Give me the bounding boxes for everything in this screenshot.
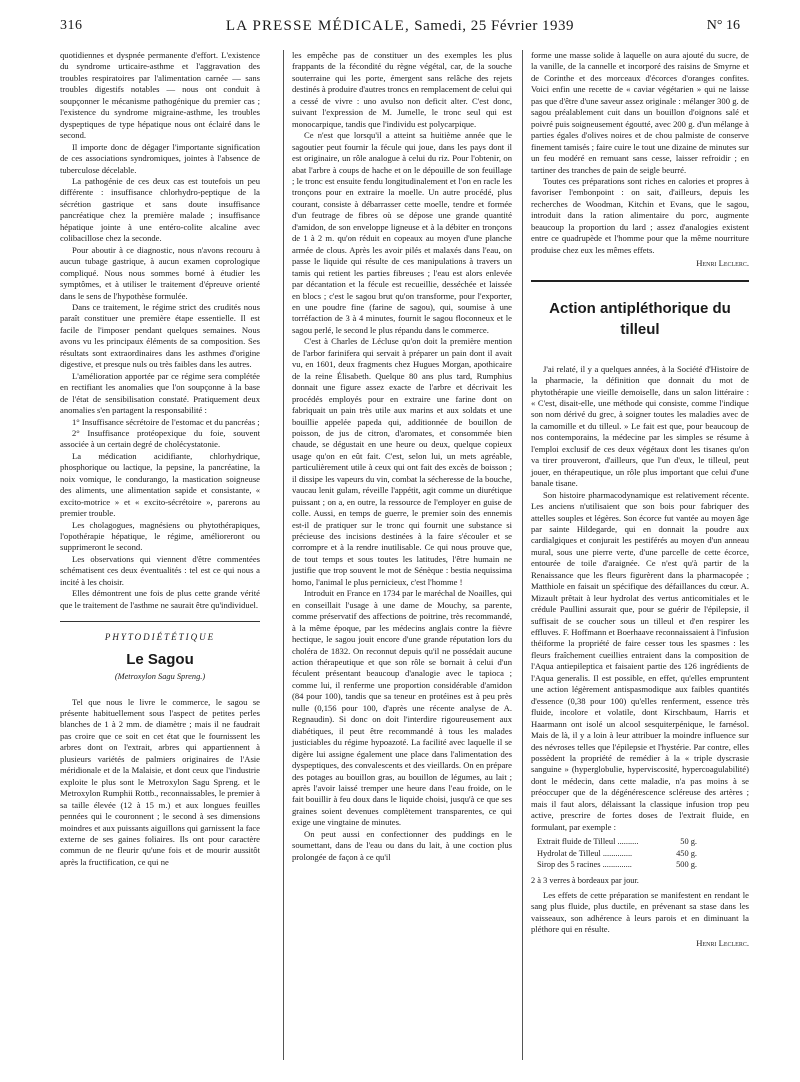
paragraph: J'ai relaté, il y a quelques années, à la Société d'Histoire de la pharmacie, la définition que donnait du mot de phytothérapie une vieille demoiselle, dans un salon littéraire : « C'est, disait-elle, une méthode qui consiste, comme l'indique son nom dérivé du grec, à soigner toutes les maladies avec de la camomille et du tilleul. » Le fait est que, pour beaucoup de nos contemporains, la médecine par les simples se résume à l'emploi exclusif de ces deux végétaux dont les tisanes qu'on va tirer prouveront, d'ailleurs, que l'un d'eux, le tilleul, peut jouer, en thérapeutique, un rôle plus important que celui d'une banale tisane. <box>531 363 749 489</box>
article-title: Le Sagou <box>126 650 194 668</box>
author-signature: Henri Leclerc. <box>696 937 749 948</box>
formula-row <box>537 859 697 870</box>
column-2 <box>283 50 512 1060</box>
paragraph: Elles démontrent une fois de plus cette grande vérité que le traitement de l'asthme ne saurait être qu'individuel. <box>60 588 260 610</box>
paragraph: les empêche pas de constituer un des exemples les plus frappants de la fécondité du règne végétal, car, de la souche souterraine qui les porte, émergent sans relâche des rejets destinés à produire d'autres troncs en remplacement de celui qui a cessé de vivre : uno avulso non deficit alter. C'est donc, suivant l'expression de M. Jumelle, le tronc seul qui est monocarpique, tandis que l'individu est polycarpique. <box>292 50 512 129</box>
paragraph: C'est à Charles de Lécluse qu'on doit la première mention de l'arbor farinifera qui servait à préparer un pain dont il avait vu, en 1601, deux fragments chez Hugues Morgan, apothicaire de la reine Élisabeth. Quelque 80 ans plus tard, Rumphius donnait une figure assez exacte de l'arbre et décrivait les procédés employés pour en extraire une farine dont on fabriquait un pain très utile aux marins et aux soldats et une bouillie appelée papeda qui, additionnée de bouillon de poisson, de jus de citron, d'aromates, et consommée bien chaude, se dégustait en une heure ou deux, quelque copieux usage qu'on en eût fait. C'est, selon lui, un mets agréable, particulièrement utile à ceux qui ont fait des excès de boisson ; il dissipe les vapeurs du vin, combat la sécheresse de la bouche, vaucau lenit gulam, réveille l'appétit, agit comme un diurétique puissant ; on a, en outre, la ressource de l'employer en guise de colle. Aussi, en temps de guerre, le premier soin des ennemis est-il de pratiquer sur le tronc qui fournit une substance si précieuse des incisions destinées à la faire s'écouler et se corrompre et à la rendre inutilisable. Ce qui nous prouve que, de tout temps et sous toutes les latitudes, l'être humain ne justifie que trop souvent le mot de Sénèque : bestia nequissima homo, l'animal le plus pernicieux, c'est l'homme ! <box>292 336 512 587</box>
paragraph: Toutes ces préparations sont riches en calories et propres à favoriser l'embonpoint : on sait, d'ailleurs, depuis les recherches de Woodman, Kitchin et Evans, que le sagou, introduit dans la ration alimentaire du porc, augmente beaucoup la proportion du lard ; assez d'analogies existent entre ce quadrupède et l'homme pour que la même nourriture produise chez eux les mêmes effets. <box>531 175 749 255</box>
column-1 <box>60 50 260 868</box>
paragraph: L'amélioration apportée par ce régime sera complétée en rectifiant les anomalies que l'on soupçonne à la base de l'état de sensibilisation constaté. Pratiquement deux anomalies s'en partagent la responsabilité : <box>60 370 260 416</box>
page-header <box>60 18 740 40</box>
paragraph: Son histoire pharmacodynamique est relativement récente. Les anciens n'utilisaient que son bois pour fabriquer des attelles souples et légères. Son écorce fut vantée au moyen âge par sainte Hildegarde, qui en donnait la poudre aux cardialgiques et conjurait les pestiférés au moyen d'un anneau mural, sous une pierre verte, d'une parcelle de cette écorce, entourée de toile d'araignée. Ce n'est qu'à partir de la Renaissance que les fleurs figurèrent dans la pharmacopée ; Matthiole en faisait un spécifique des défaillances du cœur. A. Mizault prêtait à leur hydrolat des vertus anticomitiales et le crédule Paullini assurait que, pour se guérir de l'épilepsie, il suffisait de se coucher sous un tilleul et d'en respirer les effluves. F. Hoffmann et Boerhaave reconnaissaient à l'infusion théiforme la propriété de faire cesser tous les spasmes : les fleurs fraîchement cueillies entraient dans la composition de l'Aqua antiepileptica et faisaient partie des 126 ingrédients de l'Aqua generalis. Il est possible, en effet, qu'elles empruntent une action légèrement antispasmodique aux faibles quantités d'essence (0,38 pour 100) qu'elles renferment, essence très fluide, incolore et volatile, dont Kirschbaum, Harris et Haarmann ont isolé un alcool sesquiterpénique, le farnésol. Mais de là, il y a loin à leur attribuer la moindre influence sur des névroses telles que l'épilepsie et l'hystérie. Par contre, elles possèdent la propriété de remédier à la « triple dyscrasie sanguine » (hyperglobulie, hyperviscosité, hypercoagulabilité) dont le médecin, dans cette maladie, n'a pas moins à se préoccuper que de la dégénérescence scléreuse des artères ; mais il faut alors, délaissant la classique infusion trop peu active, prescrire de fortes doses de l'extrait fluide, en formulant, par exemple : <box>531 489 749 832</box>
paragraph: Les observations qui viennent d'être commentées schématisent ces deux éventualités : tel est ce qui nous a incité à les choisir. <box>60 553 260 587</box>
paragraph: 1° Insuffisance sécrétoire de l'estomac et du pancréas ; <box>72 416 260 427</box>
paragraph: Tel que nous le livre le commerce, le sagou se présente habituellement sous l'aspect de petites perles blanches de 1 à 2 mm. de diamètre ; mais il ne faudrait pas croire que ce soit en cet état que le fournissent les arbres dont on l'extrait, arbres qui appartiennent à plusieurs variétés de palmiers originaires de l'Asie méridionale et de la Malaisie, et dont ceux que l'industrie exploite le plus sont le Metroxylon Sagu Spreng. et le Metroxylon Rumphii Rottb., reconnaissables, le premier à sa taille élevée (12 à 15 m.) et aux longues feuilles pennées qui le couronnent ; le second à ses dimensions moindres et aux puissants aiguillons qui garnissent la face externe de ses gaines foliaires. Ils ont pour caractère commun de ne fleurir qu'une fois et de mourir aussitôt après la fructification, ce qui ne <box>60 696 260 867</box>
formula-row <box>537 836 697 847</box>
paragraph: Pour aboutir à ce diagnostic, nous n'avons recouru à aucun tubage gastrique, à aucun examen coprologique compliqué. Nous nous sommes borné à étudier les symptômes, et à utiliser le traitement d'épreuve orienté dans le sens de l'hypothèse formulée. <box>60 244 260 301</box>
column-3 <box>522 50 749 1060</box>
formula-qty: 450 g. <box>676 848 697 858</box>
paragraph: Dans ce traitement, le régime strict des crudités nous paraît constituer une première étape essentielle. Il est facile de l'imposer pendant quelques semaines. Nous avons vu les principaux éléments de sa composition. Ses résultats sont extraordinaires dans les asthmes d'origine digestive, et presque nuls ou très faibles dans les autres. <box>60 301 260 370</box>
paragraph: 2° Insuffisance protéopexique du foie, souvent associée à un certain degré de cholécystatonie. <box>60 427 260 450</box>
paragraph: La médication acidifiante, chlorhydrique, phosphorique ou lactique, la pepsine, la pancréatine, la noix vomique, le condurango, la mastication soigneuse des aliments, une alimentation sapide et consistante, « excito-motrice » et « excito-sécrétoire », parerons au premier trouble. <box>60 450 260 519</box>
dosage-line: 2 à 3 verres à bordeaux par jour. <box>531 875 639 885</box>
paragraph: Ce n'est que lorsqu'il a atteint sa huitième année que le sagoutier peut fournir la fécule qui joue, dans les pays dont il est originaire, un rôle analogue à celui du riz. Pour l'obtenir, on abat l'arbre à coups de hache et on le dépouille de son feuillage ; le tronc est ensuite fendu longitudinalement et l'on en racle les tronçons pour en extraire la moelle. Un autre procédé, plus courant, consiste à débarrasser cette moelle, tendre et formée d'un feutrage de fibres où se dépose une grande quantité d'amidon, de son enveloppe ligneuse et à la débiter en tronçons de 1 à 2 m. qu'on réduit en copeaux au moyen d'une planche armée de clous. Après les avoir pilés et malaxés dans l'eau, on passe le liquide qui résulte de ces manipulations à travers un tamis qui retient les parties fibreuses ; l'eau est alors enlevée par décantation et la fécule est recueillie, desséchée et laissée en blocs ; c'est le sagou brut qu'on transforme, pour l'exporter, en une poudre fine (farine de sagou), qui, soumise à une torréfaction de 3 à 4 minutes, fournit le sagou floconneux et le sagou perlé, le second le plus répandu dans le commerce. <box>292 130 512 335</box>
article-title: Action antipléthorique du tilleul <box>549 299 731 338</box>
page-number: 316 <box>60 18 83 33</box>
paragraph: Il importe donc de dégager l'importante signification de ces associations syndromiques, jointes à l'absence de tuberculose décelable. <box>60 141 260 175</box>
formula-item: Hydrolat de Tilleul .............. <box>537 848 633 858</box>
section-divider <box>531 280 749 282</box>
paragraph: On peut aussi en confectionner des puddings en le soumettant, dans de l'eau ou dans du lait, à une coction plus prolongée de façon à ce qu'il <box>292 828 512 862</box>
prescription-formula <box>537 836 749 870</box>
formula-qty: 50 g. <box>680 837 697 847</box>
paragraph: quotidiennes et dyspnée permanente d'effort. L'existence du syndrome urticaire-asthme et l'aggravation des troubles respiratoires par l'alimentation carnée — sans troubles digestifs notables — nous ont conduit à soupçonner le mécanisme pathogénique du premier cas ; l'existence du syndrome migraine-asthme, les troubles dyspeptiques de type hépatique nous ont éclairé dans le second. <box>60 50 260 141</box>
paragraph: Les effets de cette préparation se manifestent en rendant le sang plus fluide, plus ductile, en prévenant sa stase dans les vaisseaux, son adhérence à leurs parois et en diminuant la pléthore qui en résulte. <box>531 890 749 935</box>
paragraph: forme une masse solide à laquelle on aura ajouté du sucre, de la vanille, de la cannelle et incorporé des raisins de Smyrne et de Corinthe et des morceaux d'écorces d'oranges confites. Voici enfin une recette de « caviar végétarien » qui ne laisse pas que d'être d'une saveur assez originale : mélanger 300 g. de sagou préalablement cuit dans un bouillon d'oignons salé et poivré puis soigneusement égoutté, avec 200 g. d'un mélange à parties égales d'olives noires et de chou palmiste de conserve finement tamisés ; faire cuire le tout une dizaine de minutes sur un feu modéré en remuant sans cesse, laisser refroidir ; en tartiner des tranches de pain de seigle beurré. <box>531 50 749 175</box>
section-divider <box>60 621 260 622</box>
formula-row <box>537 848 697 859</box>
section-rubric: PHYTODIÉTÉTIQUE <box>104 632 216 643</box>
issue-date: Samedi, 25 Février 1939 <box>414 18 575 34</box>
author-signature: Henri Leclerc. <box>696 258 749 269</box>
article-subtitle: (Metroxylon Sagu Spreng.) <box>114 672 206 682</box>
issue-number: N° 16 <box>706 18 740 33</box>
running-head <box>60 18 740 35</box>
paragraph: Introduit en France en 1734 par le maréchal de Noailles, qui en conseillait l'usage à une dame de Mouchy, sa parente, comme préservatif des affections de poitrine, très recommandé, à la même époque, par les médecins anglais contre la fièvre hectique, le sagou jouit encore d'une grande réputation lors du choléra de 1832. On reconnut depuis qu'il ne possédait aucune action thérapeutique et que son rôle se bornait à celui d'un féculent présentant beaucoup d'analogie avec le tapioca ; comme lui, il renferme une proportion considérable d'amidon (84 pour 100), tandis que sa teneur en protéines est à peu près nulle (0,156 pour 100, d'après une récente analyse de A. Regnaudin). Si donc on doit l'interdire rigoureusement aux diabétiques, il peut être recommandé à tous les malades justiciables du régime hypoazoté. La facilité avec laquelle il se digère lui assigne également une place dans l'alimentation des dyspeptiques, des convalescents et des vieillards. On en prépare des potages au bouillon gras, au bouillon de légumes, au lait ; après l'avoir laissé tremper une heure dans l'eau froide, on le fait bouillir à feu doux dans le liquide choisi, jusqu'à ce que ses graines soient devenues complètement transparentes, ce qui exige une vingtaine de minutes. <box>292 588 512 828</box>
paragraph: Les cholagogues, magnésiens ou phytothérapiques, l'opothérapie hépatique, le régime, amélioreront ou supprimeront le second. <box>60 519 260 553</box>
journal-name: LA PRESSE MÉDICALE, <box>225 18 410 34</box>
formula-item: Sirop des 5 racines .............. <box>537 860 632 870</box>
formula-qty: 500 g. <box>676 860 697 870</box>
formula-item: Extrait fluide de Tilleul .......... <box>537 837 639 847</box>
paragraph: La pathogénie de ces deux cas est toutefois un peu différente : insuffisance chlorhydro-peptique de la sécrétion gastrique et sans doute insuffisance pancréatique chez la première malade ; insuffisance hépatique jointe à une entéro-colite alcaline avec colibacillose chez la seconde. <box>60 175 260 244</box>
